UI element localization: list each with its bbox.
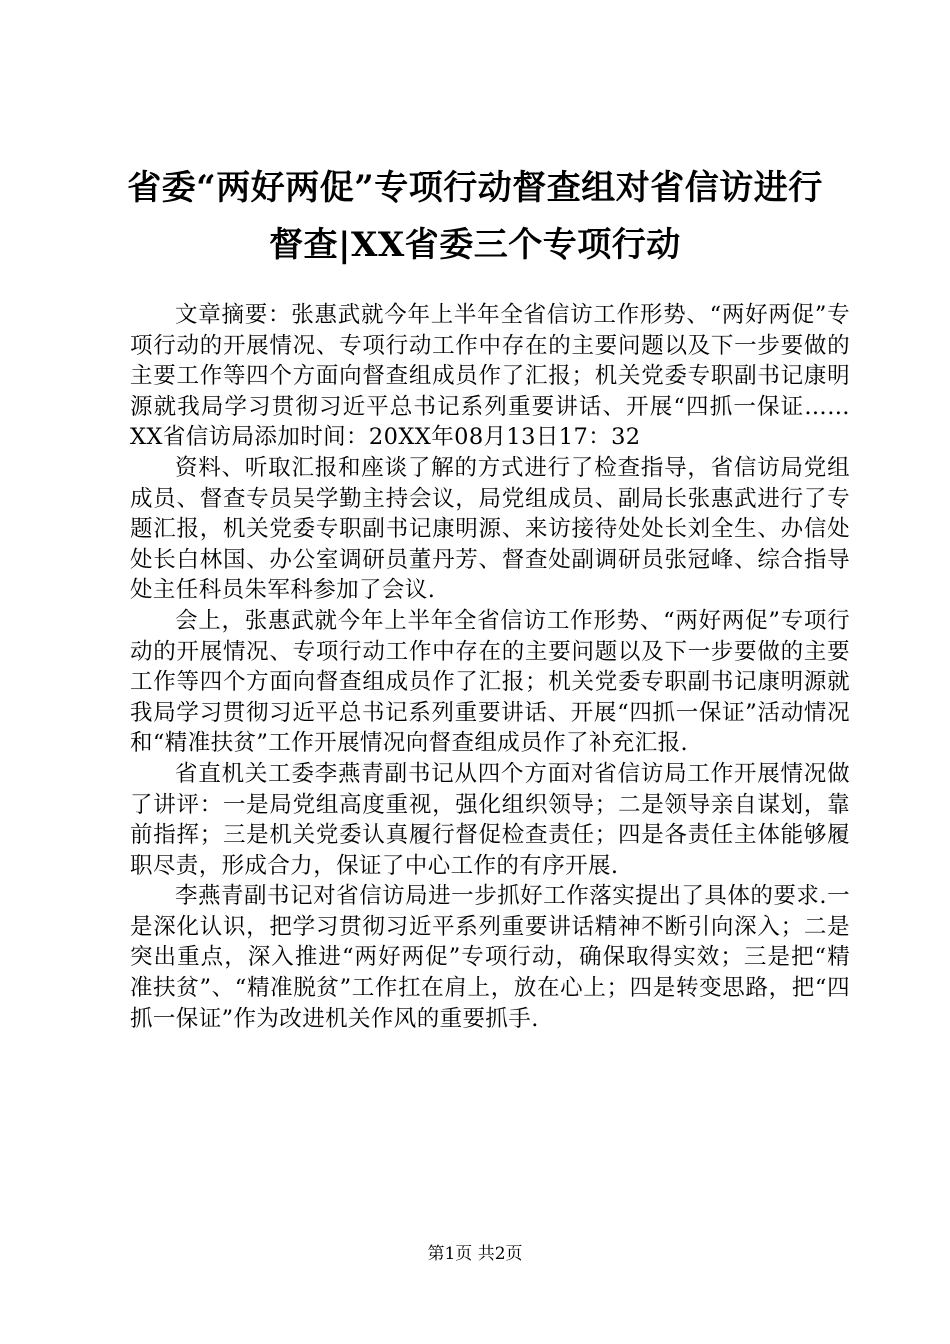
document-body: [130, 300, 850, 1034]
paragraph-abstract: 文章摘要：张惠武就今年上半年全省信访工作形势、“两好两促”专项行动的开展情况、专项行动工作中存在的主要问题以及下一步要做的主要工作等四个方面向督查组成员作了汇报；机关党委专职副书记康明源就我局学习贯彻习近平总书记系列重要讲话、开展“四抓一保证……XX省信访局添加时间：20XX年08月13日17：32: [130, 302, 850, 451]
paragraph-inspection: 资料、听取汇报和座谈了解的方式进行了检查指导，省信访局党组成员、督查专员吴学勤主持会议，局党组成员、副局长张惠武进行了专题汇报，机关党委专职副书记康明源、来访接待处处长刘全生、办信处处长白林国、办公室调研员董丹芳、督查处副调研员张冠峰、综合指导处主任科员朱军科参加了会议.: [130, 454, 850, 604]
page-indicator: 第1页 共2页: [427, 1244, 523, 1264]
paragraph-meeting-report: 会上，张惠武就今年上半年全省信访工作形势、“两好两促”专项行动的开展情况、专项行动工作中存在的主要问题以及下一步要做的主要工作等四个方面向督查组成员作了汇报；机关党委专职副书记康明源就我局学习贯彻习近平总书记系列重要讲话、开展“四抓一保证”活动情况和“精准扶贫”工作开展情况向督查组成员作了补充汇报.: [130, 607, 850, 757]
paragraph-requirements: 李燕青副书记对省信访局进一步抓好工作落实提出了具体的要求.一是深化认识，把学习贯彻习近平系列重要讲话精神不断引向深入；二是突出重点，深入推进“两好两促”专项行动，确保取得实效；三是把“精准扶贫”、“精准脱贫”工作扛在肩上，放在心上；四是转变思路，把“四抓一保证”作为改进机关作风的重要抓手.: [130, 883, 850, 1032]
document-title: 省委“两好两促”专项行动督查组对省信访进行督查|XX省委三个专项行动: [127, 168, 823, 265]
paragraph-evaluation: 省直机关工委李燕青副书记从四个方面对省信访局工作开展情况做了讲评：一是局党组高度重视，强化组织领导；二是领导亲自谋划，靠前指挥；三是机关党委认真履行督促检查责任；四是各责任主体能够履职尽责，形成合力，保证了中心工作的有序开展.: [130, 760, 850, 879]
